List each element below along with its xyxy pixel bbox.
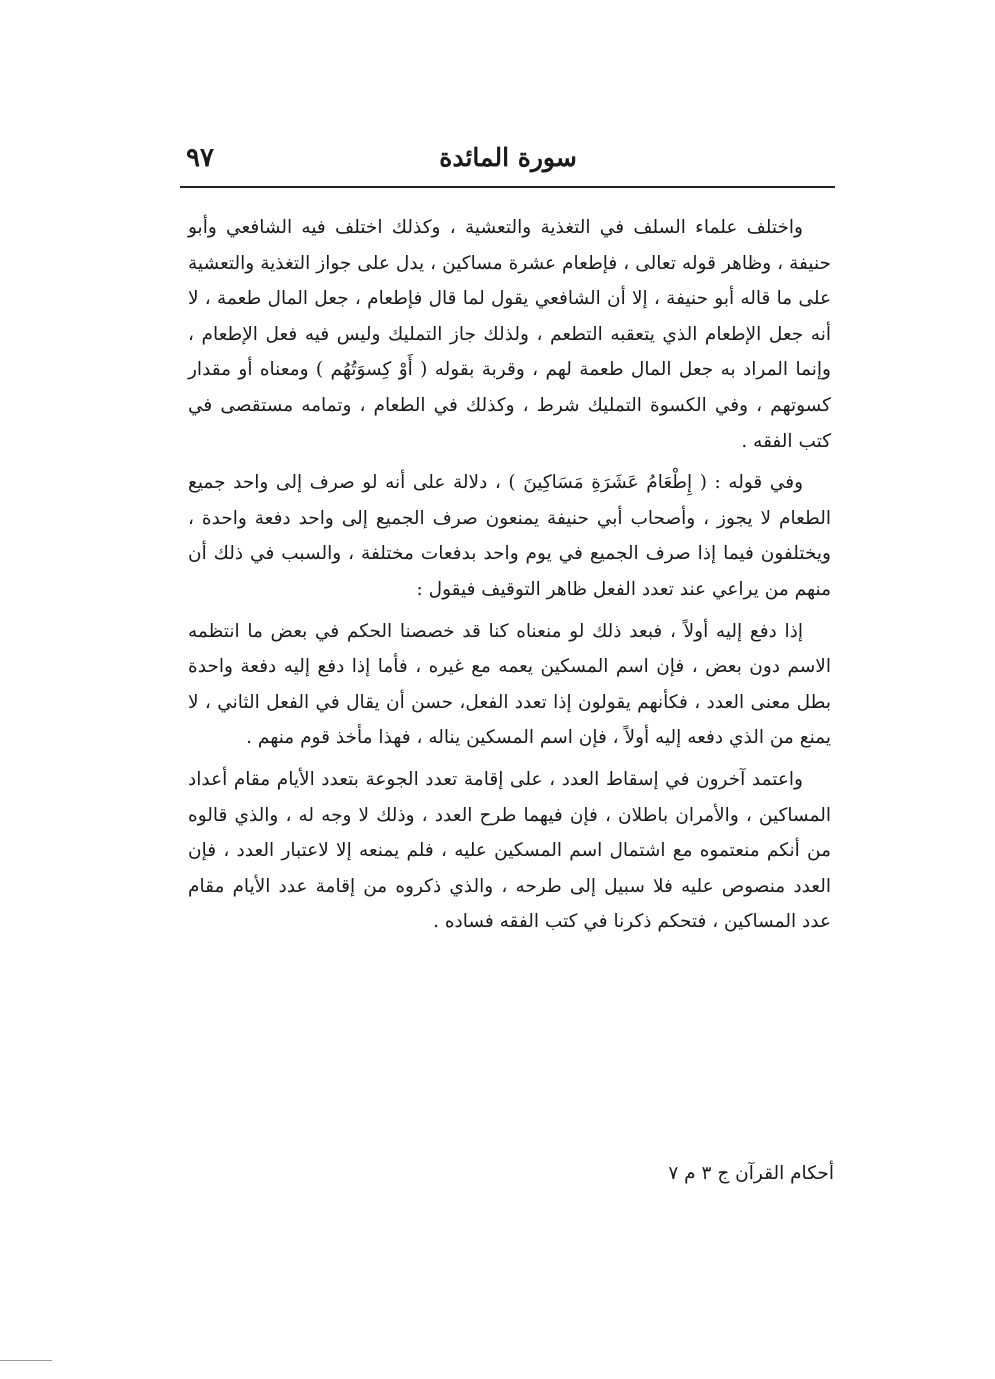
paragraph-ashara-masakin: وفي قوله : ( إِطْعَامُ عَشَرَةِ مَسَاكِينَ ) ، دلالة على أنه لو صرف إلى واحد جميع الطعام لا يجوز ، وأصحاب أبي حنيفة يمنعون صرف الجميع إلى واحد دفعة واحدة ، ويختلفون فيما إذا صرف الجميع في يوم واحد بدفعات مختلفة ، والسبب في ذلك أن منهم من يراعي عند تعدد الفعل ظاهر التوقيف فيقول :	[188, 472, 831, 600]
page-number: ٩٧	[186, 143, 214, 173]
paragraph-dafa-awwalan: إذا دفع إليه أولاً ، فبعد ذلك لو منعناه كنا قد خصصنا الحكم في بعض ما انتظمه الاسم دون بعض ، فإن اسم المسكين يعمه مع غيره ، فأما إذا دفع إليه دفعة واحدة بطل معنى العدد ، فكأنهم يقولون إذا تعدد الفعل، حسن أن يقال في الفعل الثاني ، لا يمنع من الذي دفعه إليه أولاً ، فإن اسم المسكين يناله ، فهذا مأخذ قوم منهم .	[188, 620, 831, 749]
body-text	[188, 210, 831, 946]
paragraph-isqat-adad: واعتمد آخرون في إسقاط العدد ، على إقامة تعدد الجوعة بتعدد الأيام مقام أعداد المساكين ، والأمران باطلان ، فإن فيهما طرح العدد ، وذلك لا وجه له ، والذي قالوه من أنكم منعتموه مع اشتمال اسم المسكين عليه ، فلم يمنعه إلا لاعتبار العدد ، فإن العدد منصوص عليه فلا سبيل إلى طرحه ، والذي ذكروه من إقامة عدد الأيام مقام عدد المساكين ، فتحكم ذكرنا في كتب الفقه فساده .	[188, 768, 831, 933]
footer-signature: أحكام القرآن ج ٣ م ٧	[668, 1163, 834, 1184]
page-header	[182, 136, 834, 180]
header-divider	[180, 186, 835, 188]
scan-edge-mark	[0, 1360, 52, 1361]
paragraph-tagdhiya: واختلف علماء السلف في التغذية والتعشية ، وكذلك اختلف فيه الشافعي وأبو حنيفة ، وظاهر قوله تعالى ، فإطعام عشرة مساكين ، يدل على جواز التغذية والتعشية على ما قاله أبو حنيفة ، إلا أن الشافعي يقول لما قال فإطعام ، جعل المال طعمة ، لا أنه جعل الإطعام الذي يتعقبه التطعم ، ولذلك جاز التمليك وليس فيه فعل الإطعام ، وإنما المراد به جعل المال طعمة لهم ، وقربة بقوله ( أَوْ كِسوَتُهُم ) ومعناه أو مقدار كسوتهم ، وفي الكسوة التمليك شرط ، وكذلك في الطعام ، وتمامه مستقصى في كتب الفقه .	[188, 217, 831, 452]
surah-title: سورة المائدة	[439, 143, 577, 172]
